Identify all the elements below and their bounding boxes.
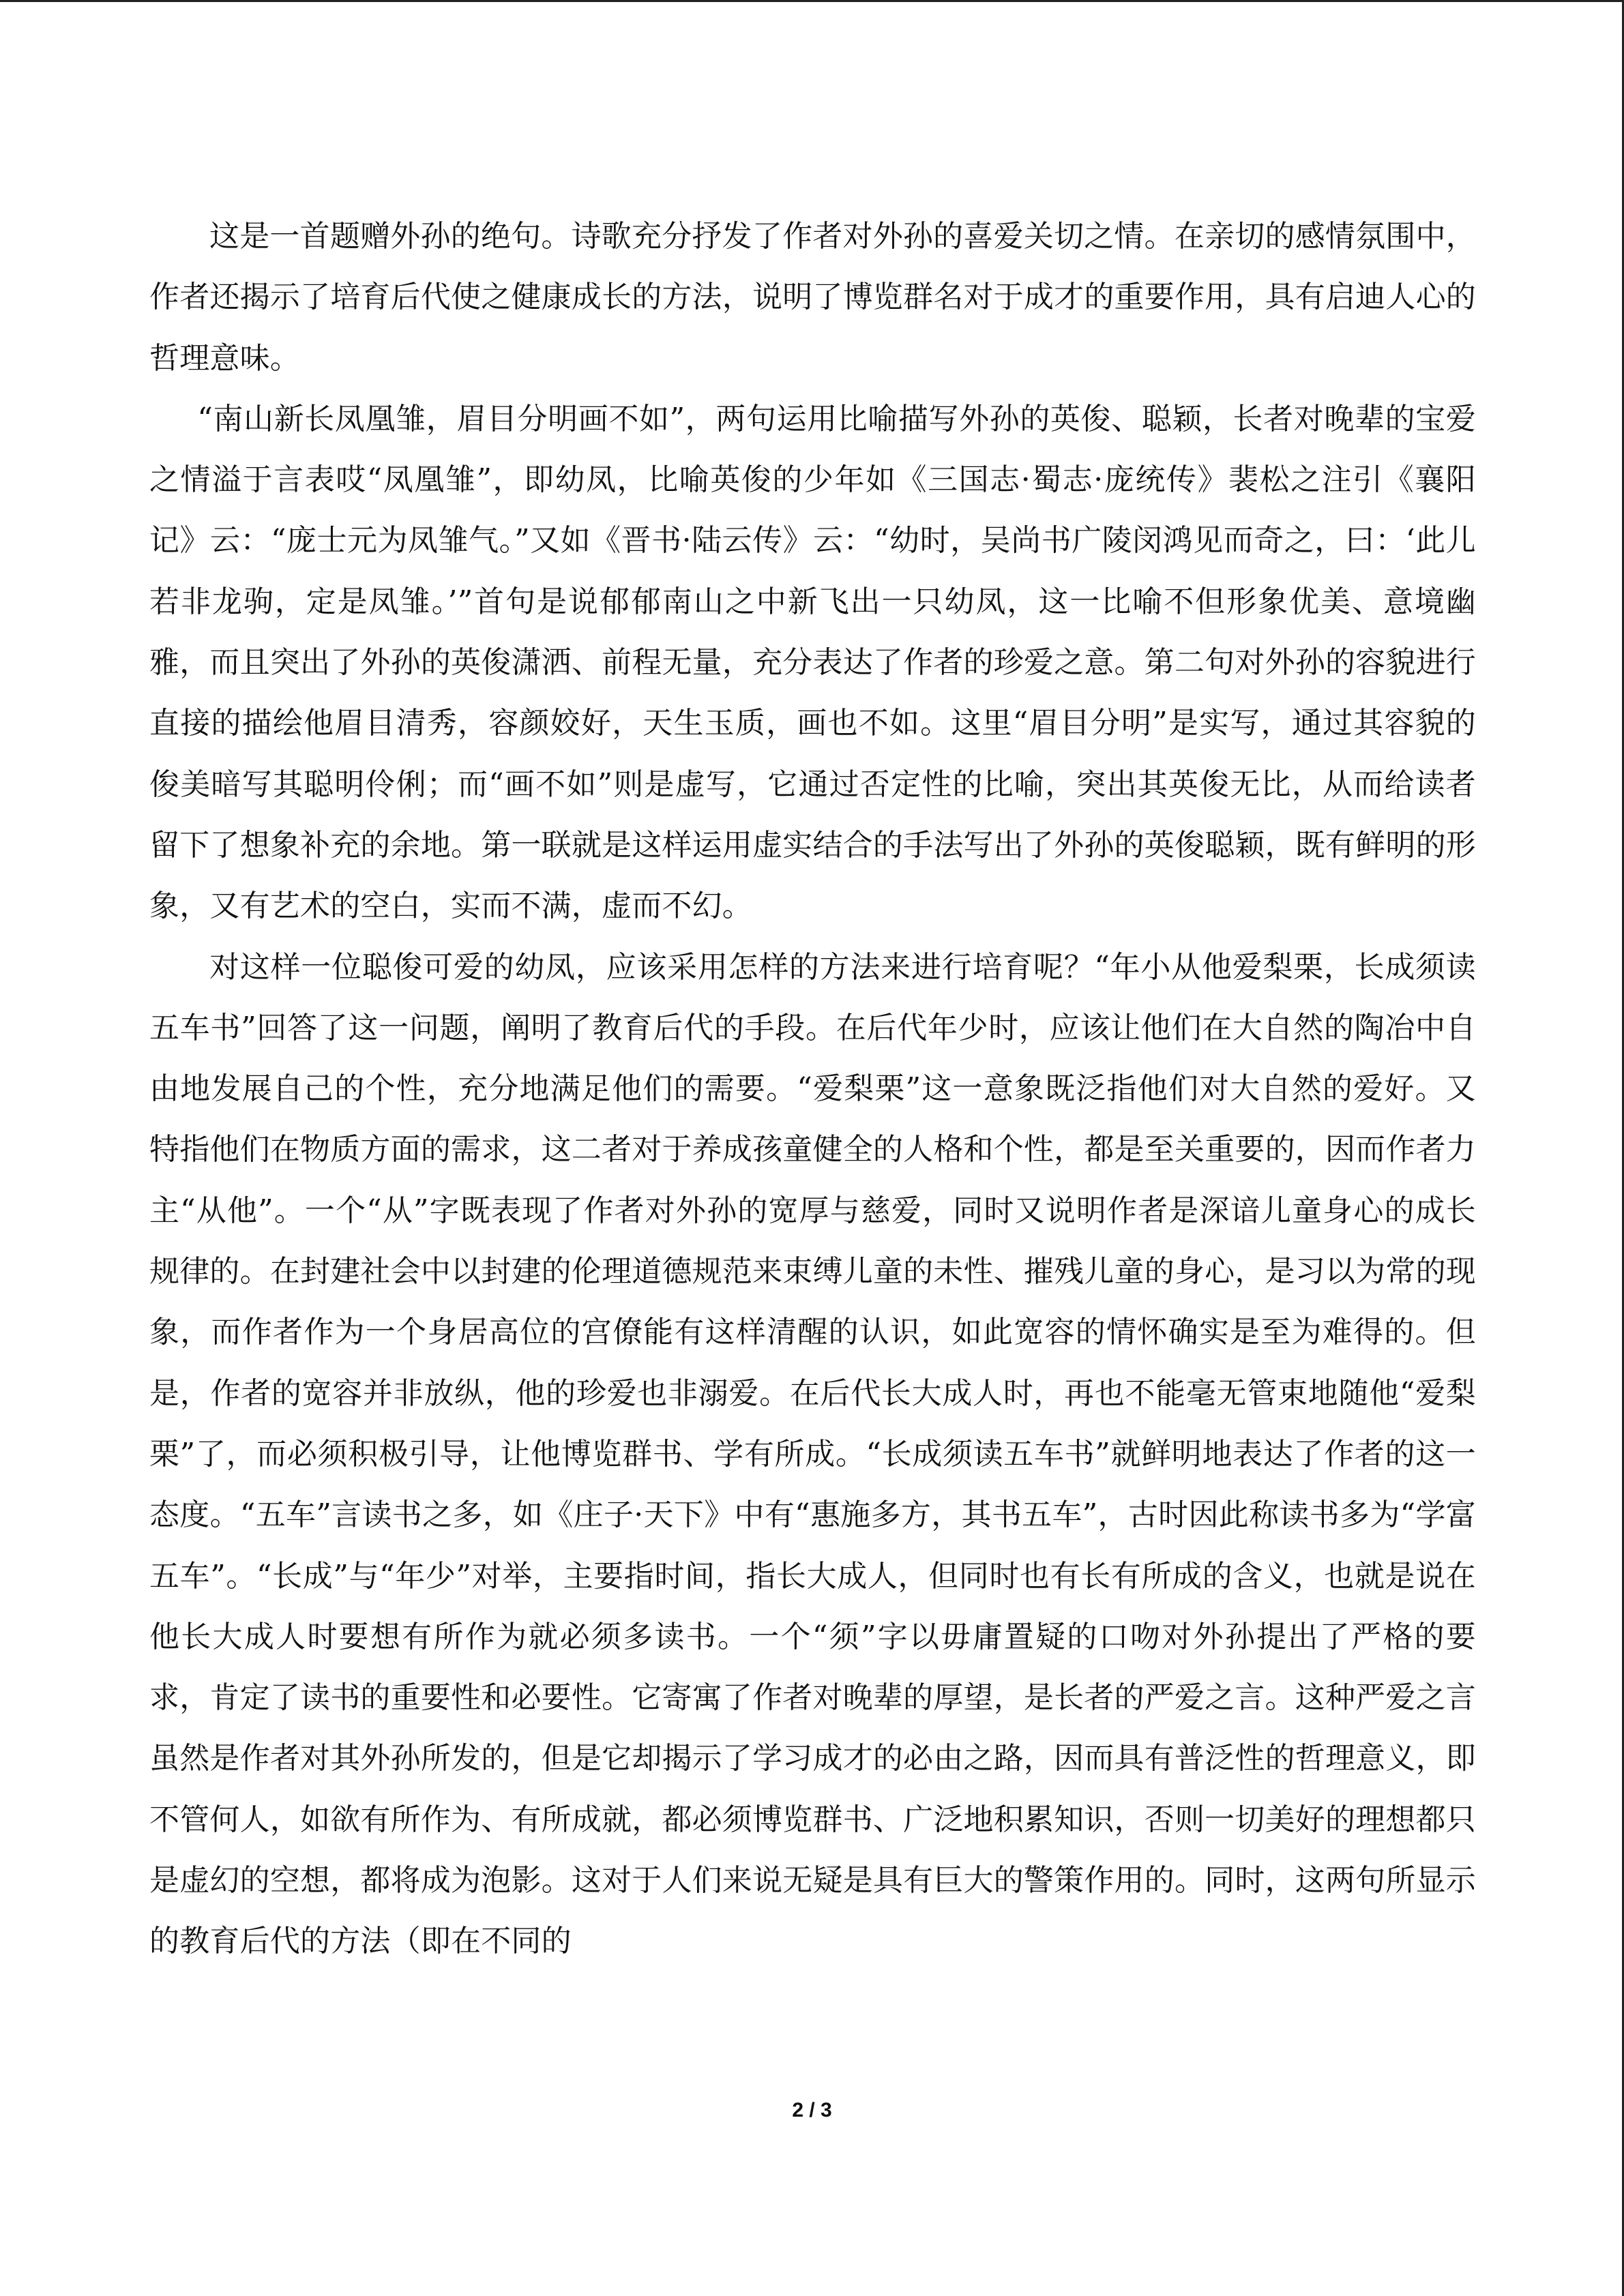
paragraph-intro: 这是一首题赠外孙的绝句。诗歌充分抒发了作者对外孙的喜爱关切之情。在亲切的感情氛围中，作者还揭示了培育后代使之健康成长的方法，说明了博览群名对于成才的重要作用，具有启迪人心的哲理意味。 [149, 219, 1476, 376]
page-border-top [0, 0, 1624, 2]
paragraph-first-couplet: “南山新长凤凰雏，眉目分明画不如”，两句运用比喻描写外孙的英俊、聪颖，长者对晚辈的宝爱之情溢于言表哎“凤凰雏”，即幼凤，比喻英俊的少年如《三国志·蜀志·庞统传》裴松之注引《襄阳记》云：“庞士元为凤雏气。”又如《晋书·陆云传》云：“幼时，吴尚书广陵闵鸿见而奇之，曰：‘此儿若非龙驹，定是凤雏。’”首句是说郁郁南山之中新飞出一只幼凤，这一比喻不但形象优美、意境幽雅，而且突出了外孙的英俊潇洒、前程无量，充分表达了作者的珍爱之意。第二句对外孙的容貌进行直接的描绘他眉目清秀，容颜姣好，天生玉质，画也不如。这里“眉目分明”是实写，通过其容貌的俊美暗写其聪明伶俐；而“画不如”则是虚写，它通过否定性的比喻，突出其英俊无比，从而给读者留下了想象补充的余地。第一联就是这样运用虚实结合的手法写出了外孙的英俊聪颖，既有鲜明的形象，又有艺术的空白，实而不满，虚而不幻。 [149, 401, 1476, 924]
document-body [149, 206, 1476, 1972]
page-number: 2 / 3 [792, 2099, 832, 2121]
paragraph-second-couplet: 对这样一位聪俊可爱的幼凤，应该采用怎样的方法来进行培育呢？“年小从他爱梨栗，长成须读五车书”回答了这一问题，阐明了教育后代的手段。在后代年少时，应该让他们在大自然的陶冶中自由地发展自己的个性，充分地满足他们的需要。“爱梨栗”这一意象既泛指他们对大自然的爱好。又特指他们在物质方面的需求，这二者对于养成孩童健全的人格和个性，都是至关重要的，因而作者力主“从他”。一个“从”字既表现了作者对外孙的宽厚与慈爱，同时又说明作者是深谙儿童身心的成长规律的。在封建社会中以封建的伦理道德规范来束缚儿童的未性、摧残儿童的身心，是习以为常的现象，而作者作为一个身居高位的宫僚能有这样清醒的认识，如此宽容的情怀确实是至为难得的。但是，作者的宽容并非放纵，他的珍爱也非溺爱。在后代长大成人时，再也不能毫无管束地随他“爱梨栗”了，而必须积极引导，让他博览群书、学有所成。“长成须读五车书”就鲜明地表达了作者的这一态度。“五车”言读书之多，如《庄子·天下》中有“惠施多方，其书五车”，古时因此称读书多为“学富五车”。“长成”与“年少”对举，主要指时间，指长大成人，但同时也有长有所成的含义，也就是说在他长大成人时要想有所作为就必须多读书。一个“须”字以毋庸置疑的口吻对外孙提出了严格的要求，肯定了读书的重要性和必要性。它寄寓了作者对晚辈的厚望，是长者的严爱之言。这种严爱之言虽然是作者对其外孙所发的，但是它却揭示了学习成才的必由之路，因而具有普泛性的哲理意义，即不管何人，如欲有所作为、有所成就，都必须博览群书、广泛地积累知识，否则一切美好的理想都只是虚幻的空想，都将成为泡影。这对于人们来说无疑是具有巨大的警策作用的。同时，这两句所显示的教育后代的方法（即在不同的 [149, 949, 1476, 1959]
